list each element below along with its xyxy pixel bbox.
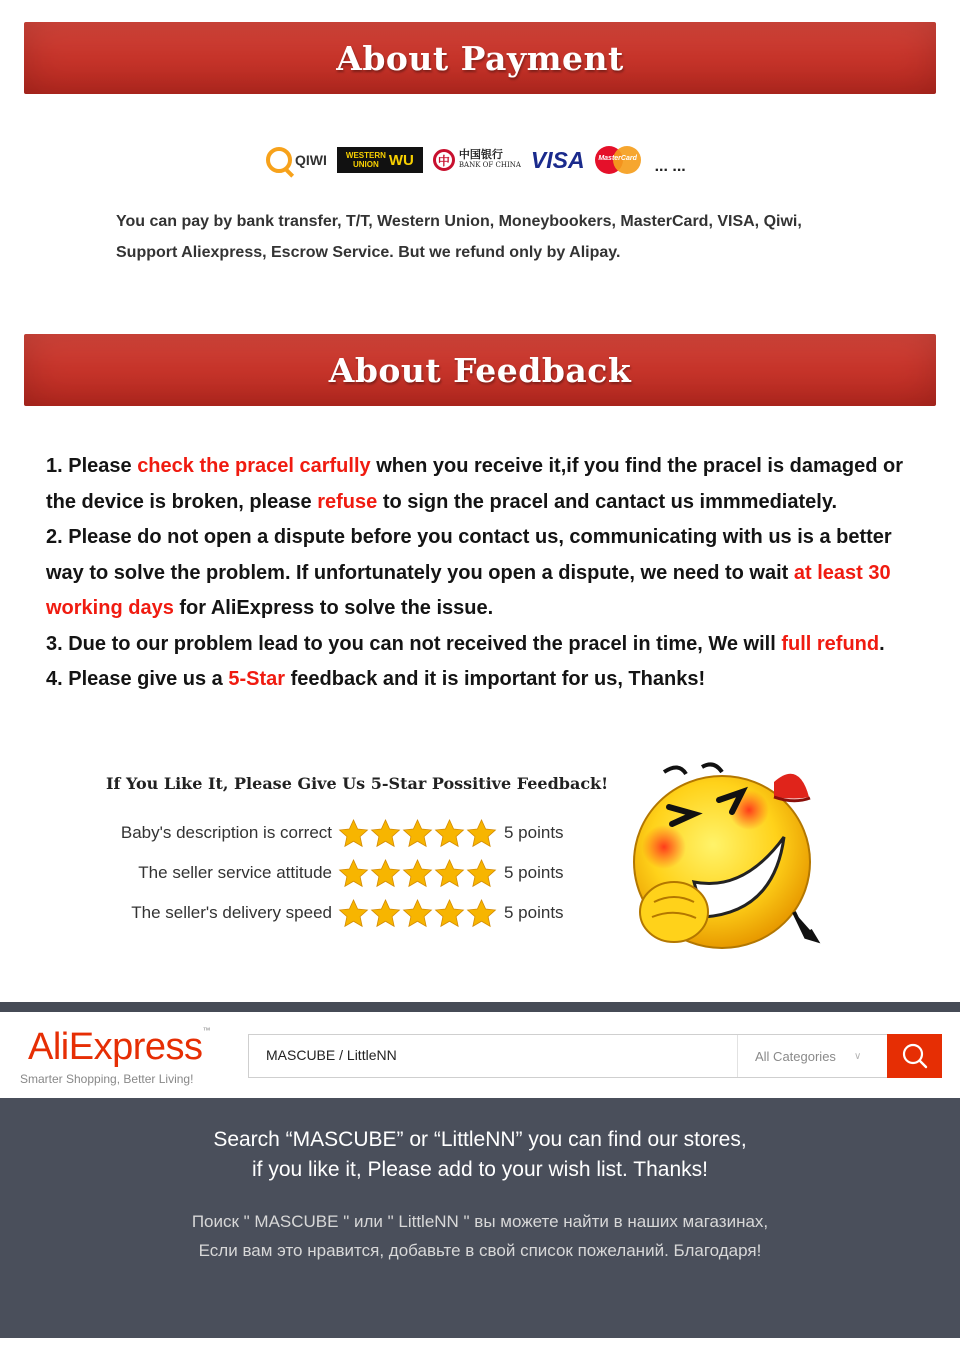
- star-icon: [338, 898, 369, 929]
- qiwi-icon: [266, 147, 292, 173]
- payment-title: About Payment: [336, 38, 624, 78]
- aliexpress-header: [0, 1012, 960, 1098]
- star-icon: [370, 898, 401, 929]
- bank-of-china-logo: 中 中国银行 BANK OF CHINA: [433, 149, 521, 171]
- search-input[interactable]: MASCUBE / LittleNN All Categories ∨: [248, 1034, 888, 1078]
- feedback-banner: [24, 334, 936, 406]
- search-button[interactable]: [887, 1034, 942, 1078]
- star-icon: [402, 898, 433, 929]
- star-icon: [338, 858, 369, 889]
- rating-row: The seller service attitude 5 points: [100, 857, 564, 889]
- star-icon: [434, 818, 465, 849]
- star-rating: [338, 898, 497, 929]
- aliexpress-top-bar: [0, 1002, 960, 1012]
- star-icon: [338, 818, 369, 849]
- feedback-rules: [46, 449, 926, 698]
- rating-title: If You Like It, Please Give Us 5-Star Possitive Feedback!: [106, 774, 609, 793]
- western-union-logo: WESTERN UNION WU: [337, 147, 423, 173]
- star-icon: [370, 858, 401, 889]
- bank-of-china-icon: 中: [433, 149, 455, 171]
- feedback-rule-4: 4. Please give us a 5-Star feedback and it is important for us, Thanks!: [46, 668, 706, 690]
- category-dropdown[interactable]: All Categories ∨: [737, 1035, 889, 1077]
- star-icon: [466, 898, 497, 929]
- star-icon: [466, 818, 497, 849]
- payment-banner: [24, 22, 936, 94]
- payment-description: You can pay by bank transfer, T/T, Western Union, Moneybookers, MasterCard, VISA, Qiwi, Support Aliexpress, Escrow Service. But we refund only by Alipay.: [116, 213, 802, 261]
- star-icon: [434, 858, 465, 889]
- star-icon: [466, 858, 497, 889]
- smiley-emoji-icon: [624, 752, 824, 952]
- feedback-rule-3: 3. Due to our problem lead to you can not received the pracel in time, We will full refund.: [46, 632, 885, 655]
- aliexpress-tagline: Smarter Shopping, Better Living!: [20, 1072, 194, 1086]
- star-icon: [434, 898, 465, 929]
- search-icon: [901, 1042, 929, 1070]
- aliexpress-logo[interactable]: AliExpress™: [28, 1026, 210, 1068]
- star-icon: [402, 818, 433, 849]
- feedback-title: About Feedback: [328, 350, 632, 390]
- more-methods-ellipsis: ... ...: [654, 158, 686, 175]
- chevron-down-icon: ∨: [853, 1050, 862, 1062]
- store-search-info: Search “MASCUBE” or “LittleNN” you can find our stores, if you like it, Please add to your wish list. Thanks! Поиск " MASCUBE " или " LittleNN " вы можете найти в наших магазинах, Если вам это нравится, добавьте в свой список пожеланий. Благодаря!: [0, 1098, 960, 1338]
- star-icon: [402, 858, 433, 889]
- feedback-rule-2: 2. Please do not open a dispute before you contact us, communicating with us is a better way to solve the problem. If unfortunately you open a dispute, we need to wait at least 30 working days for AliExpress to solve the issue.: [46, 526, 892, 619]
- star-icon: [370, 818, 401, 849]
- feedback-rule-1: 1. Please check the pracel carfully when you receive it,if you find the pracel is damaged or the device is broken, please refuse to sign the pracel and cantact us immmediately.: [46, 455, 903, 513]
- rating-row: Baby's description is correct 5 points: [100, 817, 564, 849]
- payment-logos: [266, 140, 686, 180]
- star-rating: [338, 858, 497, 889]
- rating-row: The seller's delivery speed 5 points: [100, 897, 564, 929]
- visa-logo: VISA: [530, 146, 585, 173]
- star-rating: [338, 818, 497, 849]
- mastercard-logo: MasterCard: [595, 146, 641, 174]
- qiwi-logo: QIWI: [266, 147, 327, 173]
